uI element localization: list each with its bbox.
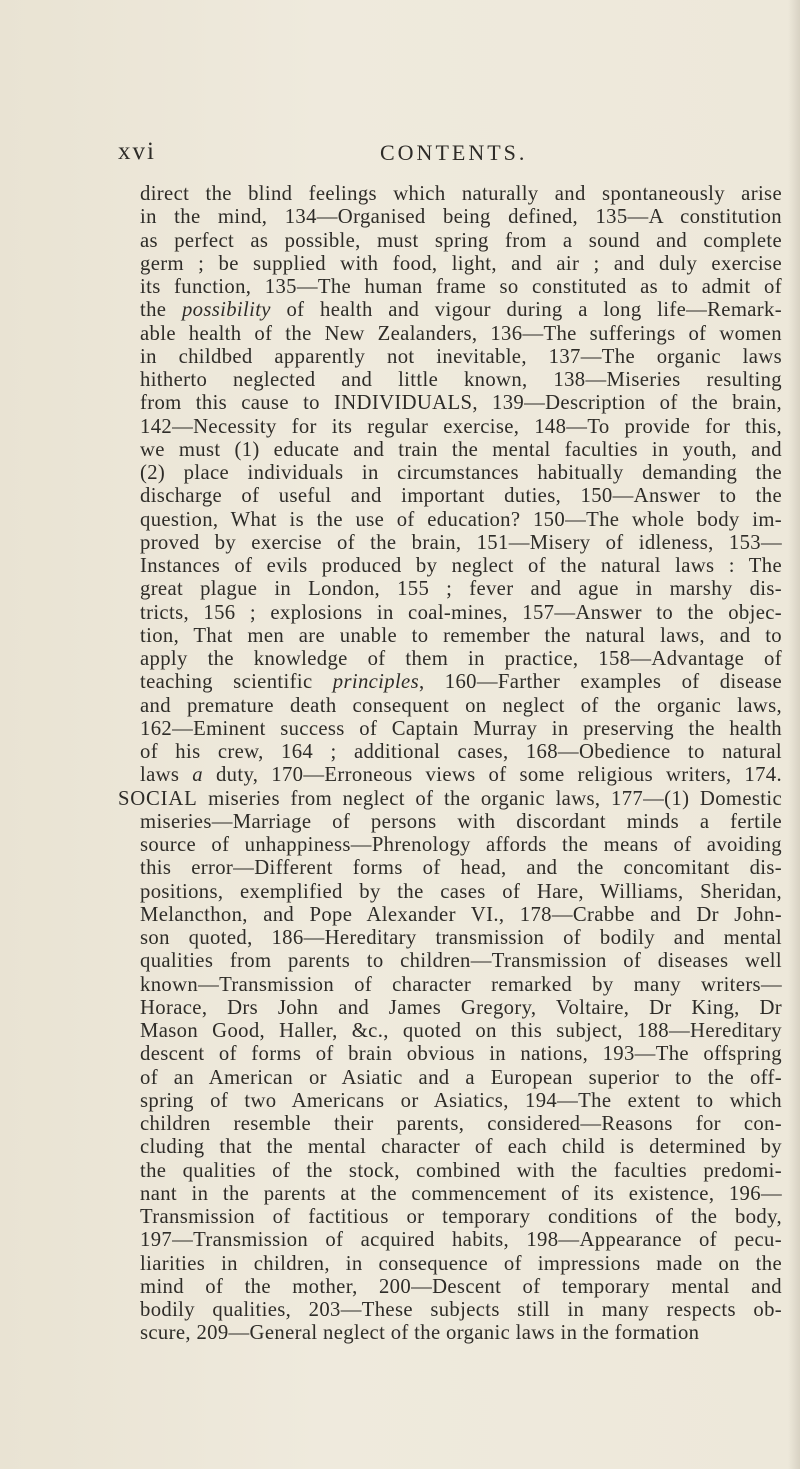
text-line: mind of the mother, 200—Descent of temporary mental and xyxy=(140,1275,782,1298)
text-line: apply the knowledge of them in practice, 158—Advantage of xyxy=(140,648,782,670)
text-line: nant in the parents at the commencement of its existence, 196— xyxy=(140,1182,782,1205)
text-line: great plague in London, 155 ; fever and ague in marshy dis- xyxy=(140,578,782,601)
text-line: of his crew, 164 ; additional cases, 168—Obedience to natural xyxy=(140,741,782,763)
text-line: known—Transmission of character remarked by many writers— xyxy=(140,973,782,996)
text-line: tion, That men are unable to remember the natural laws, and to xyxy=(140,624,782,647)
text-line: in the mind, 134—Organised being defined, 135—A constitution xyxy=(140,206,782,229)
text-line: we must (1) educate and train the mental faculties in youth, and xyxy=(140,438,782,461)
text-line: laws a duty, 170—Erroneous views of some religious writers, 174. xyxy=(140,764,782,787)
text-line: able health of the New Zealanders, 136—The sufferings of women xyxy=(140,322,782,345)
text-line: scure, 209—General neglect of the organic laws in the formation xyxy=(140,1322,700,1345)
text-line: source of unhappiness—Phrenology affords the means of avoiding xyxy=(140,834,782,856)
text-line: this error—Different forms of head, and the concomitant dis- xyxy=(140,857,782,880)
text-line: of an American or Asiatic and a European superior to the off- xyxy=(140,1066,782,1089)
page-header xyxy=(118,138,704,168)
contents-text xyxy=(118,183,782,1346)
text-line: as perfect as possible, must spring from a sound and complete xyxy=(140,229,782,252)
text-line: and premature death consequent on neglect of the organic laws, xyxy=(140,694,782,717)
text-line: bodily qualities, 203—These subjects still in many respects ob- xyxy=(140,1299,782,1321)
text-line: SOCIAL miseries from neglect of the organic laws, 177—(1) Domestic xyxy=(118,787,782,810)
text-line: spring of two Americans or Asiatics, 194—The extent to which xyxy=(140,1089,782,1112)
text-line: qualities from parents to children—Transmission of diseases well xyxy=(140,950,782,973)
text-line: Melancthon, and Pope Alexander VI., 178—Crabbe and Dr John- xyxy=(140,903,782,926)
text-line: tricts, 156 ; explosions in coal-mines, 157—Answer to the objec- xyxy=(140,601,782,624)
running-head: CONTENTS. xyxy=(380,140,528,165)
text-line: germ ; be supplied with food, light, and air ; and duly exercise xyxy=(140,252,782,275)
text-line: children resemble their parents, considered—Reasons for con- xyxy=(140,1113,782,1135)
page-edge-shadow xyxy=(788,0,800,1469)
text-line: Transmission of factitious or temporary conditions of the body, xyxy=(140,1206,782,1228)
text-line: 142—Necessity for its regular exercise, 148—To provide for this, xyxy=(140,415,782,438)
text-line: in childbed apparently not inevitable, 137—The organic laws xyxy=(140,345,782,368)
text-line: 162—Eminent success of Captain Murray in preserving the health xyxy=(140,717,782,740)
text-line: (2) place individuals in circumstances habitually demanding the xyxy=(140,462,782,484)
text-line: positions, exemplified by the cases of Hare, Williams, Sheridan, xyxy=(140,880,782,903)
text-line: discharge of useful and important duties, 150—Answer to the xyxy=(140,485,782,508)
text-line: the qualities of the stock, combined with the faculties predomi- xyxy=(140,1159,782,1182)
text-line: liarities in children, in consequence of impressions made on the xyxy=(140,1252,782,1275)
page-number: xvi xyxy=(118,138,156,165)
text-line: the possibility of health and vigour during a long life—Remark- xyxy=(140,299,782,322)
text-line: miseries—Marriage of persons with discordant minds a fertile xyxy=(140,810,782,833)
text-line: question, What is the use of education? 150—The whole body im- xyxy=(140,508,782,531)
text-line: Horace, Drs John and James Gregory, Voltaire, Dr King, Dr xyxy=(140,996,782,1019)
text-line: its function, 135—The human frame so constituted as to admit of xyxy=(140,276,782,298)
text-line: 197—Transmission of acquired habits, 198—Appearance of pecu- xyxy=(140,1229,782,1252)
text-line: direct the blind feelings which naturally and spontaneously arise xyxy=(140,183,782,205)
text-line: proved by exercise of the brain, 151—Misery of idleness, 153— xyxy=(140,531,782,554)
text-line: cluding that the mental character of each child is determined by xyxy=(140,1136,782,1159)
text-line: from this cause to INDIVIDUALS, 139—Description of the brain, xyxy=(140,392,782,415)
text-line: descent of forms of brain obvious in nations, 193—The offspring xyxy=(140,1043,782,1066)
text-line: teaching scientific principles, 160—Farther examples of disease xyxy=(140,671,782,694)
text-line: Instances of evils produced by neglect of the natural laws : The xyxy=(140,555,782,577)
text-line: son quoted, 186—Hereditary transmission of bodily and mental xyxy=(140,927,782,949)
text-line: hitherto neglected and little known, 138—Miseries resulting xyxy=(140,369,782,391)
text-line: Mason Good, Haller, &c., quoted on this subject, 188—Hereditary xyxy=(140,1020,782,1042)
